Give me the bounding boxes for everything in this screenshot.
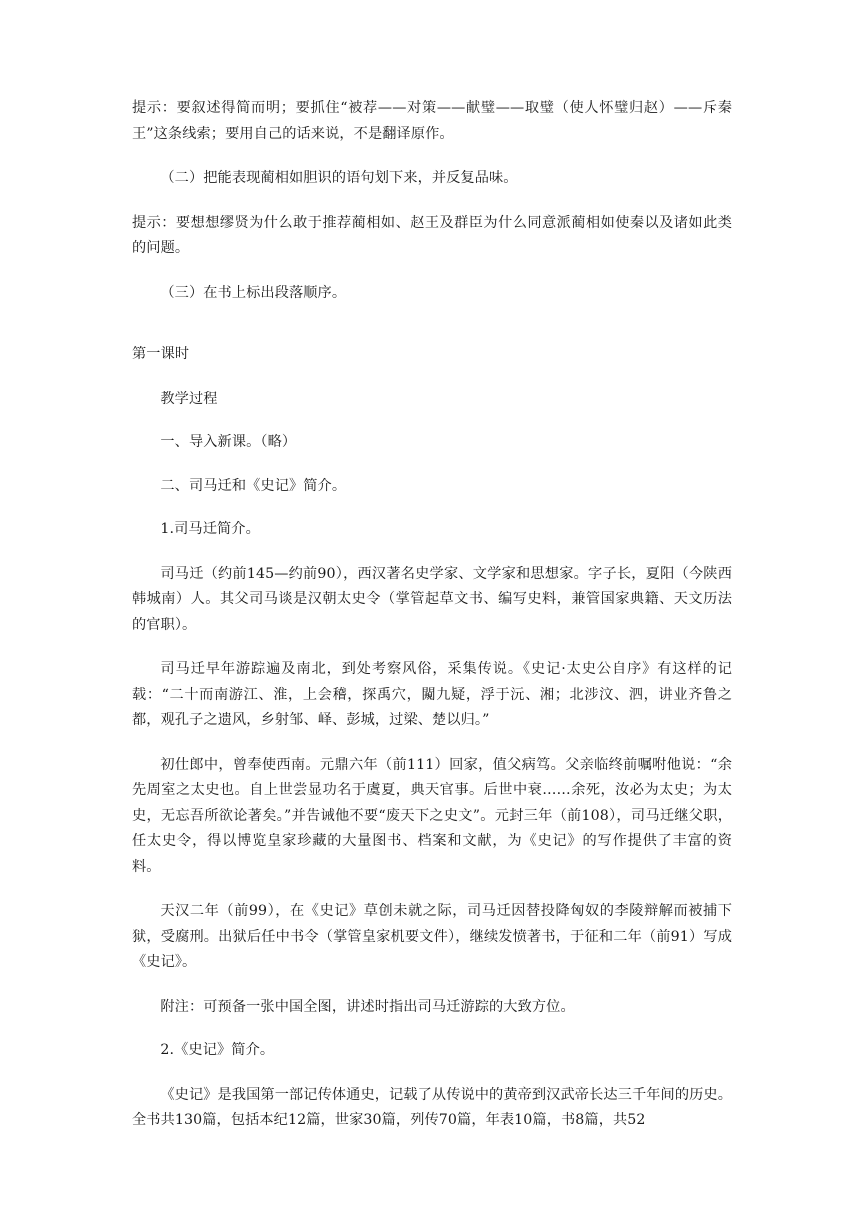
- shiji-intro-paragraph: 《史记》是我国第一部记传体通史，记载了从传说中的黄帝到汉武帝长达三千年间的历史。全书共130篇，包括本纪12篇，世家30篇，列传70篇，年表10篇，书8篇，共52: [132, 1086, 732, 1128]
- document-page: [132, 96, 732, 1134]
- task-three-paragraph: （三）在书上标出段落顺序。: [160, 284, 347, 301]
- hint-paragraph-1: 提示：要叙述得简而明；要抓住“被荐——对策——献璧——取璧（使人怀璧归赵）——斥秦王”这条线索；要用自己的话来说，不是翻译原作。: [132, 100, 732, 142]
- step-two-heading: 二、司马迁和《史记》简介。: [160, 477, 347, 494]
- lesson-heading: 第一课时: [132, 346, 190, 362]
- career-paragraph: 初仕郎中，曾奉使西南。元鼎六年（前111）回家，值父病笃。父亲临终前嘱咐他说：“余先周室之太史也。自上世尝显功名于虞夏，典天官事。后世中衰……余死，汝必为太史；为太史，无忘吾所欲论著矣。”并告诫他不要“废天下之史文”。元封三年（前108），司马迁继父职，任太史令，得以博览皇家珍藏的大量图书、档案和文献，为《史记》的写作提供了丰富的资料。: [132, 756, 732, 875]
- subsection-heading-1: 1.司马迁简介。: [160, 521, 260, 537]
- step-one-heading: 一、导入新课。（略）: [160, 434, 297, 450]
- section-heading-process: 教学过程: [160, 390, 218, 407]
- task-two-paragraph: （二）把能表现蔺相如胆识的语句划下来，并反复品味。: [160, 170, 518, 186]
- sima-qian-intro-paragraph: 司马迁（约前145—约前90），西汉著名史学家、文学家和思想家。字子长，夏阳（今陕西韩城南）人。其父司马谈是汉朝太史令（掌管起草文书、编写史料，兼管国家典籍、天文历法的官职）。: [132, 565, 732, 633]
- imprisonment-paragraph: 天汉二年（前99），在《史记》草创未就之际，司马迁因替投降匈奴的李陵辩解而被捕下狱，受腐刑。出狱后任中书令（掌管皇家机要文件），继续发愤著书，于征和二年（前91）写成《史记》。: [132, 903, 732, 970]
- note-paragraph: 附注：可预备一张中国全图，讲述时指出司马迁游踪的大致方位。: [160, 998, 575, 1015]
- subsection-heading-2: 2.《史记》简介。: [160, 1042, 275, 1058]
- travel-paragraph: 司马迁早年游踪遍及南北，到处考察风俗，采集传说。《史记·太史公自序》有这样的记载：“二十而南游江、淮，上会稽，探禹穴，闚九疑，浮于沅、湘；北涉汶、泗，讲业齐鲁之都，观孔子之遗风，乡射邹、峄、彭城，过梁、楚以归。”: [132, 661, 732, 728]
- hint-paragraph-2: 提示：要想想缪贤为什么敢于推荐蔺相如、赵王及群臣为什么同意派蔺相如使秦以及诸如此类的问题。: [132, 214, 732, 256]
